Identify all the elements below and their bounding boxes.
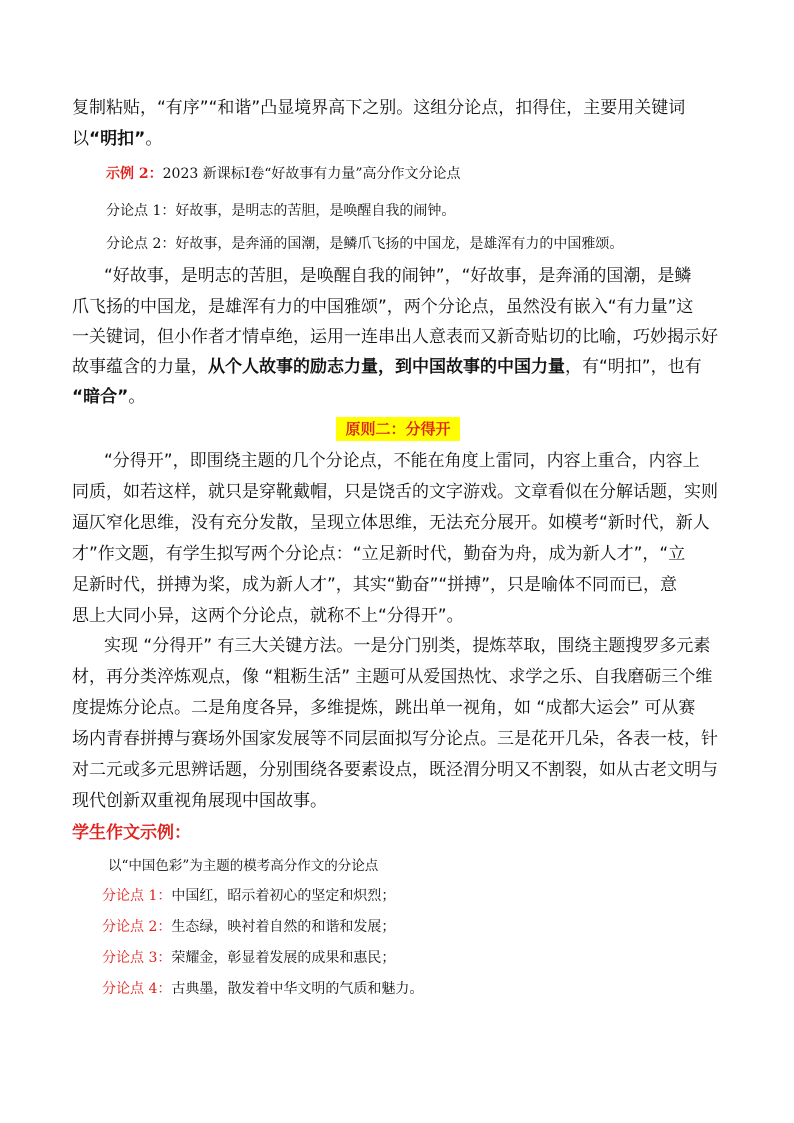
example-title — [106, 164, 461, 184]
paragraph-line: “暗合”。 — [72, 387, 146, 407]
student-point-3: 分论点 3：荣耀金，彰显着发展的成果和惠民； — [102, 950, 396, 966]
student-example-label: 学生作文示例： — [72, 823, 191, 843]
paragraph-line: “好故事，是明志的苦胆，是唤醒自我的闹钟”，“好故事，是奔涌的国潮，是鳞 — [104, 266, 692, 286]
paragraph-line: 逼仄窄化思维，没有充分发散，呈现立体思维，无法充分展开。如模考“新时代，新人 — [72, 513, 710, 533]
paragraph-line: 复制粘贴，“有序”“和谐”凸显境界高下之别。这组分论点，扣得住，主要用关键词 — [72, 98, 686, 118]
example-label: 示例 2： — [106, 166, 163, 182]
paragraph-line: 才”作文题，有学生拟写两个分论点：“立足新时代，勤奋为舟，成为新人才”，“立 — [72, 544, 686, 564]
paragraph-line: 材，再分类淬炼观点，像 “粗粝生活” 主题可从爱国热忱、求学之乐、自我磨砺三个维 — [72, 667, 713, 687]
emphasis-text: “明扣” — [89, 129, 146, 149]
student-example-title: 以“中国色彩”为主题的模考高分作文的分论点 — [108, 858, 379, 874]
paragraph-line: 场内青春拼搏与赛场外国家发展等不同层面拟写分论点。三是花开几朵，各表一枝，针 — [72, 729, 718, 749]
paragraph-line: 度提炼分论点。二是角度各异，多维提炼，跳出单一视角，如 “成都大运会” 可从赛 — [72, 698, 696, 718]
paragraph-line: 爪飞扬的中国龙，是雄浑有力的中国雅颂”，两个分论点，虽然没有嵌入“有力量”这 — [72, 297, 694, 317]
section-heading — [336, 417, 460, 441]
paragraph-line: 故事蕴含的力量，从个人故事的励志力量，到中国故事的中国力量，有“明扣”，也有 — [72, 357, 702, 377]
paragraph-line: 思上大同小异，这两个分论点，就称不上“分得开”。 — [72, 606, 464, 626]
paragraph-line: “分得开”，即围绕主题的几个分论点，不能在角度上雷同，内容上重合，内容上 — [104, 451, 700, 471]
paragraph-line: 现代创新双重视角展现中国故事。 — [72, 791, 327, 811]
paragraph-line: 以“明扣”。 — [72, 129, 163, 149]
paragraph-line: 足新时代，拼搏为桨，成为新人才”，其实“勤奋”“拼搏”，只是喻体不同而已，意 — [72, 575, 678, 595]
student-point-1: 分论点 1：中国红，昭示着初心的坚定和炽烈； — [102, 888, 396, 904]
emphasis-text: “暗合” — [72, 387, 129, 407]
student-point-2: 分论点 2：生态绿，映衬着自然的和谐和发展； — [102, 919, 396, 935]
example-title-text: 2023 新课标Ⅰ卷“好故事有力量”高分作文分论点 — [162, 166, 461, 182]
section-heading-text: 原则二：分得开 — [345, 420, 451, 438]
paragraph-line: 同质，如若这样，就只是穿靴戴帽，只是饶舌的文字游戏。文章看似在分解话题，实则 — [72, 482, 718, 502]
paragraph-line: 对二元或多元思辨话题，分别围绕各要素设点，既泾渭分明又不割裂，如从古老文明与 — [72, 760, 718, 780]
paragraph-line: 实现 “分得开” 有三大关键方法。一是分门别类，提炼萃取，围绕主题搜罗多元素 — [104, 636, 711, 656]
sub-point-2: 分论点 2：好故事，是奔涌的国潮，是鳞爪飞扬的中国龙，是雄浑有力的中国雅颂。 — [106, 236, 624, 252]
emphasis-text: 从个人故事的励志力量，到中国故事的中国力量 — [208, 357, 565, 377]
sub-point-1: 分论点 1：好故事，是明志的苦胆，是唤醒自我的闹钟。 — [106, 203, 456, 219]
paragraph-line: 一关键词，但小作者才情卓绝，运用一连串出人意表而又新奇贴切的比喻，巧妙揭示好 — [72, 327, 718, 347]
student-point-4: 分论点 4：古典墨，散发着中华文明的气质和魅力。 — [102, 981, 424, 997]
